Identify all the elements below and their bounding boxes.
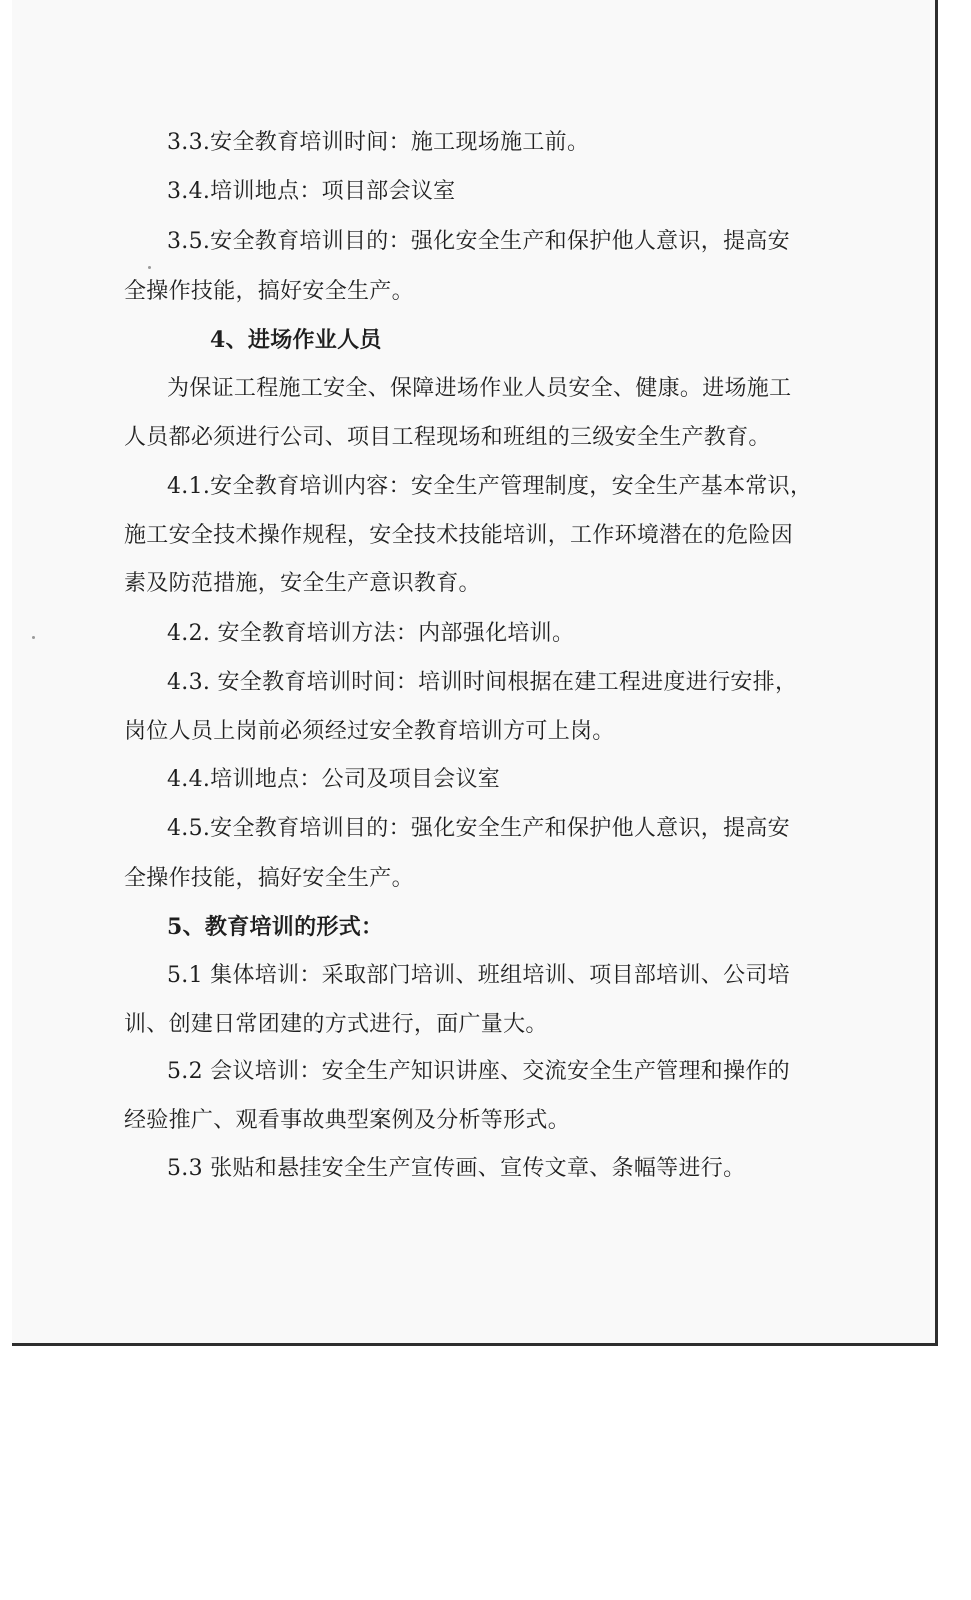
line-3-5: 3.5.安全教育培训目的：强化安全生产和保护他人意识，提高安 — [167, 229, 790, 254]
line-4-1: 4.1.安全教育培训内容：安全生产管理制度，安全生产基本常识， — [167, 474, 813, 499]
line-5-2-cont: 经验推广、观看事故典型案例及分析等形式。 — [124, 1108, 571, 1133]
heading-4: 4、进场作业人员 — [210, 327, 382, 353]
line-4-5-cont: 全操作技能，搞好安全生产。 — [124, 866, 414, 891]
line-4-1-cont-a: 施工安全技术操作规程，安全技术技能培训，工作环境潜在的危险因 — [124, 523, 794, 548]
line-3-5-cont: 全操作技能，搞好安全生产。 — [124, 279, 414, 304]
line-4-3-cont: 岗位人员上岗前必须经过安全教育培训方可上岗。 — [124, 719, 615, 744]
line-4-3: 4.3. 安全教育培训时间：培训时间根据在建工程进度进行安排， — [167, 670, 798, 695]
heading-5: 5、教育培训的形式： — [167, 914, 384, 940]
scan-speck — [32, 636, 35, 639]
line-4-4: 4.4.培训地点：公司及项目会议室 — [167, 767, 501, 792]
line-5-1-cont: 训、创建日常团建的方式进行，面广量大。 — [124, 1012, 548, 1037]
line-5-3: 5.3 张贴和悬挂安全生产宣传画、宣传文章、条幅等进行。 — [167, 1156, 746, 1181]
line-3-4: 3.4.培训地点：项目部会议室 — [167, 179, 456, 204]
scan-speck — [148, 266, 151, 269]
line-4-5: 4.5.安全教育培训目的：强化安全生产和保护他人意识，提高安 — [167, 816, 790, 841]
line-3-3: 3.3.安全教育培训时间：施工现场施工前。 — [167, 130, 590, 155]
line-4-intro-cont: 人员都必须进行公司、项目工程现场和班组的三级安全生产教育。 — [124, 425, 771, 450]
line-4-2: 4.2. 安全教育培训方法：内部强化培训。 — [167, 621, 575, 646]
line-5-1: 5.1 集体培训：采取部门培训、班组培训、项目部培训、公司培 — [167, 963, 790, 988]
line-4-intro: 为保证工程施工安全、保障进场作业人员安全、健康。进场施工 — [167, 376, 792, 401]
line-5-2: 5.2 会议培训：安全生产知识讲座、交流安全生产管理和操作的 — [167, 1059, 790, 1084]
scanned-page — [12, 0, 938, 1346]
line-4-1-cont-b: 素及防范措施，安全生产意识教育。 — [124, 571, 481, 596]
